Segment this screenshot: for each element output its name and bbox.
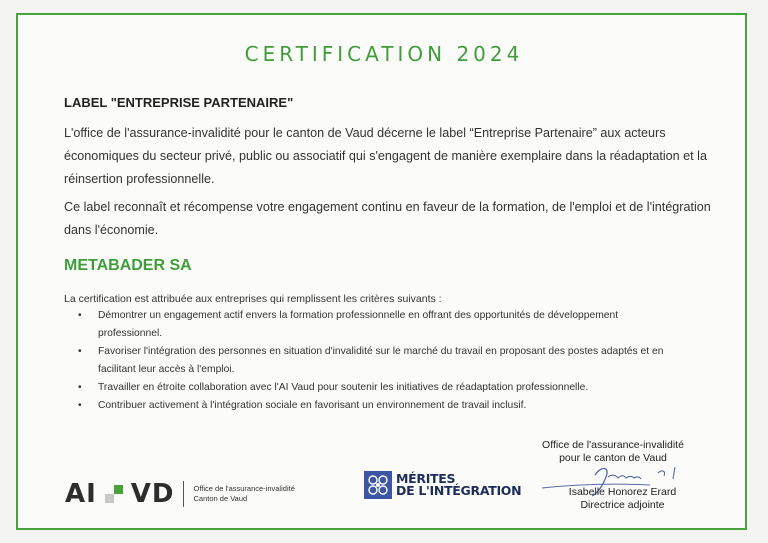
criteria-item — [64, 307, 664, 343]
ai-vd-logo — [65, 479, 295, 509]
bullet: • — [78, 400, 82, 411]
ai-vd-subtitle-line1: Office de l'assurance-invalidité — [193, 484, 295, 493]
company-name: METABADER SA — [64, 257, 192, 274]
ai-vd-subtitle-line2: Canton de Vaud — [193, 494, 248, 503]
bullet: • — [78, 382, 82, 393]
bullet: • — [78, 346, 82, 357]
certificate-title: CERTIFICATION 2024 — [244, 42, 524, 66]
criteria-text: Favoriser l'intégration des personnes en situation d'invalidité sur le marché du travail en proposant des postes adaptés et en facilitant leur accès à l'emploi. — [98, 346, 664, 375]
signatory-name: Isabelle Honorez Erard — [568, 486, 677, 498]
criteria-item — [64, 343, 664, 379]
signatory-office — [528, 439, 698, 465]
criteria-text: Contribuer activement à l'intégration sociale en favorisant un environnement de travail inclusif. — [98, 400, 527, 411]
logo-divider — [183, 481, 184, 507]
merites-integration-logo — [364, 471, 521, 499]
signatory-role: Directrice adjointe — [580, 499, 665, 511]
criteria-intro: La certification est attribuée aux entreprises qui remplissent les critères suivants : — [64, 293, 442, 305]
intro-paragraph: L'office de l'assurance-invalidité pour le canton de Vaud décerne le label “Entreprise Partenaire” aux acteurs économiques du secteur privé, public ou associatif qui s'engagent de manière exemplaire dans la réadaptation et la réinsertion professionnelle. — [64, 126, 707, 186]
merites-text — [396, 473, 521, 497]
merites-line1: MÉRITES — [396, 471, 456, 486]
vd-logo-text: VD — [130, 479, 175, 509]
label-heading: LABEL "ENTREPRISE PARTENAIRE" — [64, 95, 294, 110]
ai-vd-mark-icon — [103, 483, 125, 505]
ai-vd-subtitle — [194, 484, 295, 504]
ai-logo-text: AI — [65, 479, 97, 509]
criteria-item — [64, 397, 664, 415]
signatory-office-line2: pour le canton de Vaud — [559, 452, 667, 464]
signatory-name-block — [540, 486, 705, 512]
merites-puzzle-icon — [364, 471, 392, 499]
merites-line2: DE L'INTÉGRATION — [396, 483, 522, 498]
criteria-item — [64, 379, 664, 397]
signatory-office-line1: Office de l'assurance-invalidité — [542, 439, 684, 451]
criteria-list — [64, 307, 664, 415]
recognition-paragraph: Ce label reconnaît et récompense votre engagement continu en faveur de la formation, de l'emploi et de l'intégration dans l'économie. — [64, 200, 711, 237]
criteria-text: Travailler en étroite collaboration avec l'AI Vaud pour soutenir les initiatives de réadaptation professionnelle. — [98, 382, 589, 393]
criteria-text: Démontrer un engagement actif envers la formation professionnelle en offrant des opportunités de développement professionnel. — [98, 310, 619, 339]
bullet: • — [78, 310, 82, 321]
